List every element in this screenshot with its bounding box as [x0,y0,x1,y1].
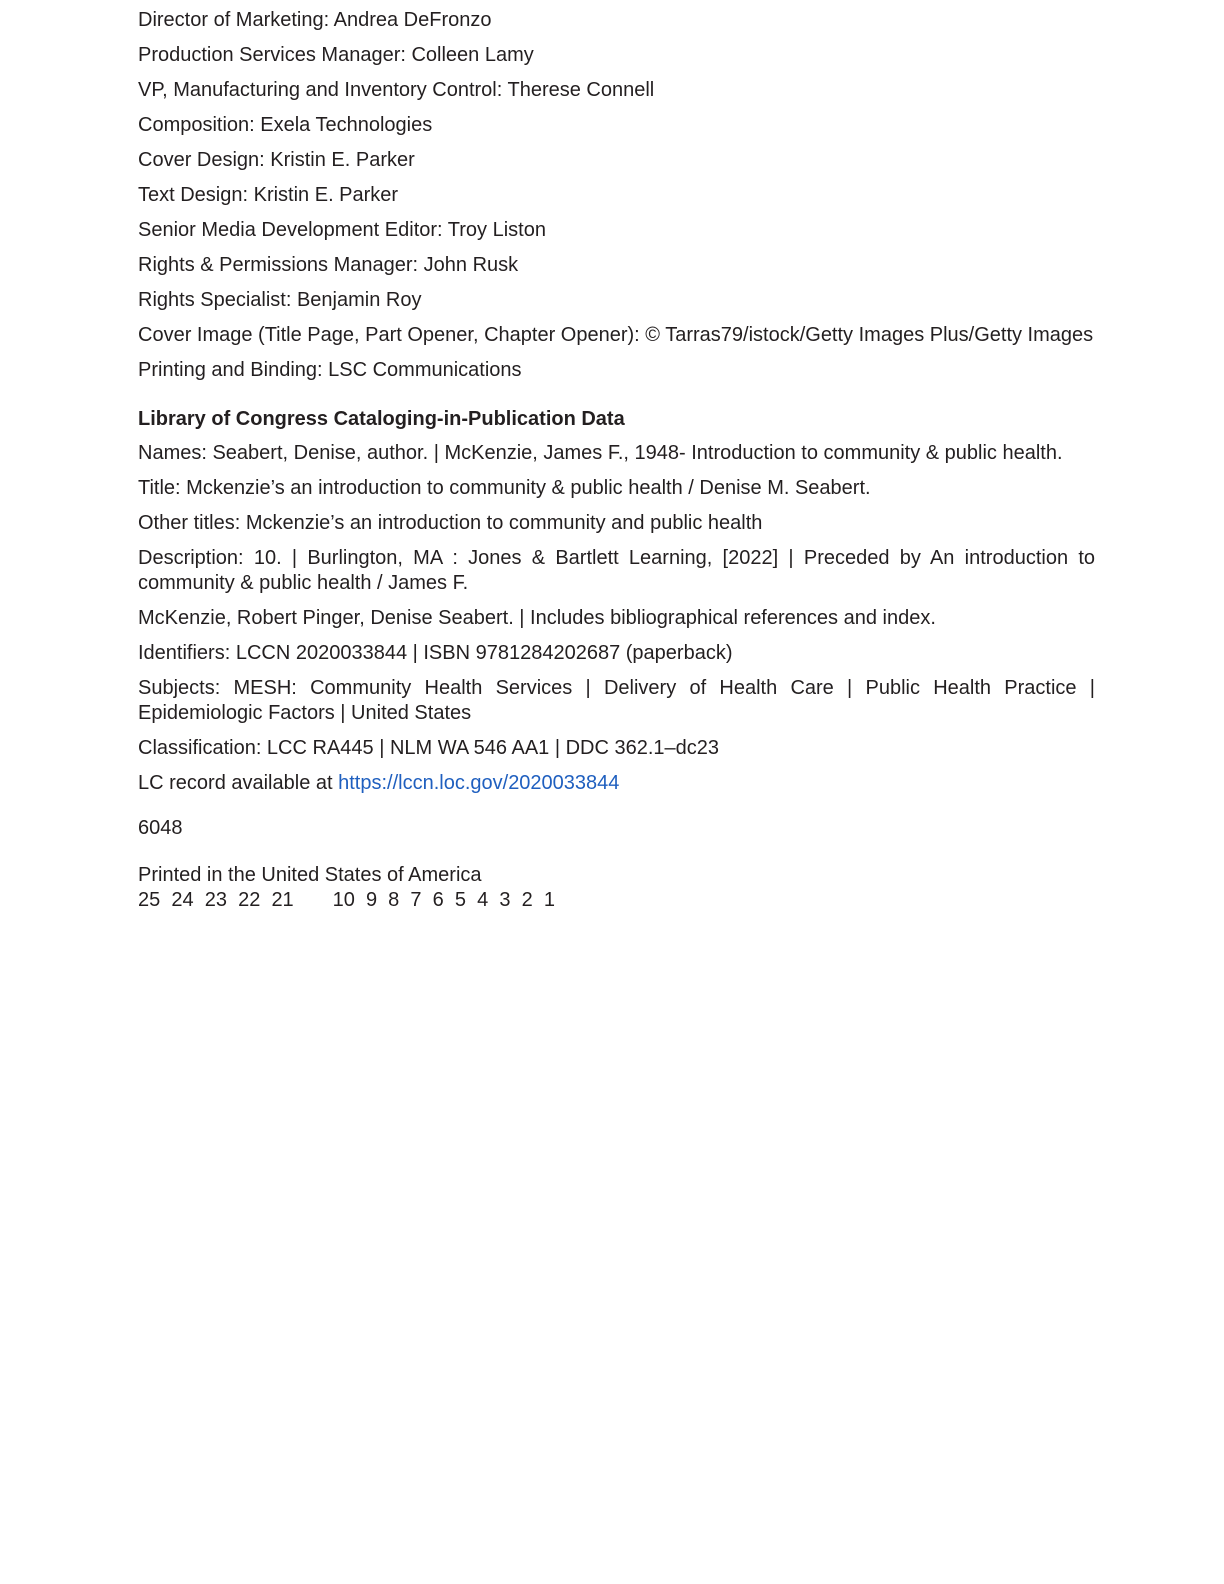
credit-media-editor: Senior Media Development Editor: Troy Liston [138,219,546,241]
credit-director-marketing: Director of Marketing: Andrea DeFronzo [138,9,492,31]
credits-list [138,8,1095,383]
lc-record-prefix: LC record available at [138,772,339,794]
credit-composition: Composition: Exela Technologies [138,114,433,136]
printed-block [138,863,1095,913]
cip-block [138,407,1095,796]
cip-description-cont: McKenzie, Robert Pinger, Denise Seabert. | Includes bibliographical references and index. [138,607,936,629]
cip-description: Description: 10. | Burlington, MA : Jones & Bartlett Learning, [2022] | Preceded by An introduction to community & public health / James F. [138,547,1095,594]
printing-sequence: 25 24 23 22 21 10 9 8 7 6 5 4 3 2 1 [138,889,555,911]
cip-names: Names: Seabert, Denise, author. | McKenzie, James F., 1948- Introduction to community & public health. [138,442,1063,464]
credit-cover-image: Cover Image (Title Page, Part Opener, Chapter Opener): © Tarras79/istock/Getty Images Plus/Getty Images [138,324,1094,346]
cip-identifiers: Identifiers: LCCN 2020033844 | ISBN 9781284202687 (paperback) [138,642,733,664]
cip-classification: Classification: LCC RA445 | NLM WA 546 AA1 | DDC 362.1–dc23 [138,737,720,759]
cip-lc-record [138,771,1095,796]
credit-rights-specialist: Rights Specialist: Benjamin Roy [138,289,422,311]
cip-subjects: Subjects: MESH: Community Health Services | Delivery of Health Care | Public Health Practice | Epidemiologic Factors | United States [138,677,1095,724]
credit-printing-binding: Printing and Binding: LSC Communications [138,359,522,381]
credit-vp-manufacturing: VP, Manufacturing and Inventory Control: Therese Connell [138,79,655,101]
lc-record-link[interactable]: https://lccn.loc.gov/2020033844 [338,772,620,794]
credit-production-services: Production Services Manager: Colleen Lamy [138,44,534,66]
cip-heading: Library of Congress Cataloging-in-Publication Data [138,408,625,430]
credit-text-design: Text Design: Kristin E. Parker [138,184,399,206]
credit-rights-manager: Rights & Permissions Manager: John Rusk [138,254,519,276]
credit-cover-design: Cover Design: Kristin E. Parker [138,149,415,171]
copyright-page [138,8,1095,913]
printed-in-usa: Printed in the United States of America [138,864,482,886]
printing-code: 6048 [138,817,183,839]
cip-other-titles: Other titles: Mckenzie’s an introduction to community and public health [138,512,763,534]
cip-title: Title: Mckenzie’s an introduction to community & public health / Denise M. Seabert. [138,477,871,499]
